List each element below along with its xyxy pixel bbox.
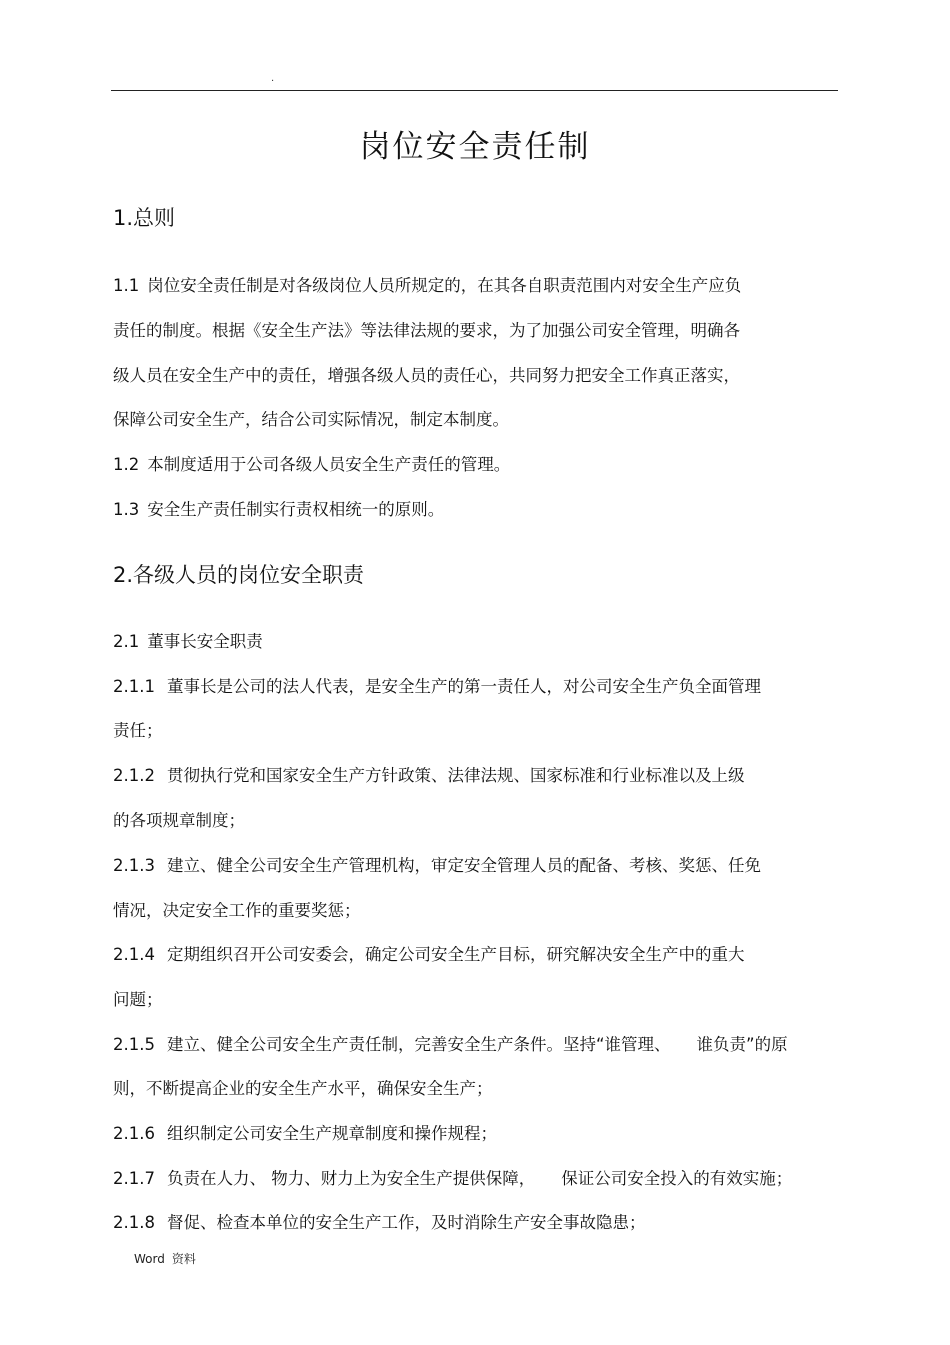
clause-text: 岗位安全责任制是对各级岗位人员所规定的，在其各自职责范围内对安全生产应负 (147, 276, 742, 295)
paragraph-2-1-5-line-2: 则，不断提高企业的安全生产水平，确保安全生产； (113, 1079, 493, 1098)
paragraph-1-2 (113, 453, 510, 477)
paragraph-1-3 (113, 498, 444, 522)
clause-text-part-2: 谁负责”的原 (696, 1035, 788, 1054)
clause-number: 2.1.4 (113, 945, 155, 964)
paragraph-2-1-5-line-1 (113, 1033, 788, 1057)
clause-number: 2.1.1 (113, 677, 155, 696)
paragraph-2-1-7 (113, 1167, 792, 1191)
clause-number: 2.1.6 (113, 1124, 155, 1143)
clause-text: 贯彻执行党和国家安全生产方针政策、法律法规、国家标准和行业标准以及上级 (166, 766, 745, 785)
paragraph-1-1-line-3: 级人员在安全生产中的责任，增强各级人员的责任心，共同努力把安全工作真正落实， (113, 366, 740, 385)
clause-number: 1.3 (113, 500, 140, 519)
clause-number: 1.1 (113, 276, 140, 295)
clause-number: 2.1.5 (113, 1035, 155, 1054)
paragraph-1-1-line-2: 责任的制度。根据《安全生产法》等法律法规的要求，为了加强公司安全管理，明确各 (113, 321, 740, 340)
paragraph-2-1-6 (113, 1122, 497, 1146)
paragraph-2-1-8 (113, 1211, 645, 1235)
clause-number: 2.1.2 (113, 766, 155, 785)
paragraph-2-1-1-line-1 (113, 675, 761, 699)
clause-number: 2.1.7 (113, 1169, 155, 1188)
page-footer (134, 1250, 196, 1268)
clause-text: 安全生产责任制实行责权相统一的原则。 (147, 500, 445, 519)
clause-text-part-1: 负责在人力、 物力、财力上为安全生产提供保障， (166, 1169, 536, 1188)
header-rule (111, 90, 838, 91)
paragraph-2-1-4-line-2: 问题； (113, 990, 163, 1009)
paragraph-1-1-line-1 (113, 274, 741, 298)
section-heading-1: 1.总则 (113, 206, 176, 230)
paragraph-2-1-2-line-2: 的各项规章制度； (113, 811, 245, 830)
footer-label: 资料 (171, 1252, 196, 1266)
paragraph-2-1-3-line-2: 情况，决定安全工作的重要奖惩； (113, 901, 361, 920)
clause-text: 督促、检查本单位的安全生产工作，及时消除生产安全事故隐患； (166, 1213, 646, 1232)
clause-number: 1.2 (113, 455, 140, 474)
paragraph-1-1-line-4: 保障公司安全生产，结合公司实际情况，制定本制度。 (113, 410, 509, 429)
clause-number: 2.1 (113, 632, 140, 651)
section-heading-2: 2.各级人员的岗位安全职责 (113, 563, 365, 587)
clause-number: 2.1.8 (113, 1213, 155, 1232)
document-title: 岗位安全责任制 (359, 129, 591, 165)
paragraph-2-1-1-line-2: 责任； (113, 721, 163, 740)
clause-text: 定期组织召开公司安委会，确定公司安全生产目标，研究解决安全生产中的重大 (166, 945, 745, 964)
clause-text: 本制度适用于公司各级人员安全生产责任的管理。 (147, 455, 511, 474)
paragraph-2-1-2-line-1 (113, 764, 744, 788)
clause-text: 建立、健全公司安全生产管理机构，审定安全管理人员的配备、考核、奖惩、任免 (166, 856, 761, 875)
clause-number: 2.1.3 (113, 856, 155, 875)
clause-text: 董事长是公司的法人代表，是安全生产的第一责任人，对公司安全生产负全面管理 (166, 677, 761, 696)
clause-text: 组织制定公司安全生产规章制度和操作规程； (166, 1124, 497, 1143)
clause-text-part-2: 保证公司安全投入的有效实施； (561, 1169, 793, 1188)
clause-text: 董事长安全职责 (147, 632, 263, 651)
paragraph-2-1-4-line-1 (113, 943, 744, 967)
clause-text-part-1: 建立、健全公司安全生产责任制，完善安全生产条件。坚持“谁管理、 (166, 1035, 671, 1054)
footer-word: Word (134, 1252, 165, 1266)
header-mark: . (271, 73, 275, 84)
paragraph-2-1 (113, 630, 263, 654)
paragraph-2-1-3-line-1 (113, 854, 761, 878)
